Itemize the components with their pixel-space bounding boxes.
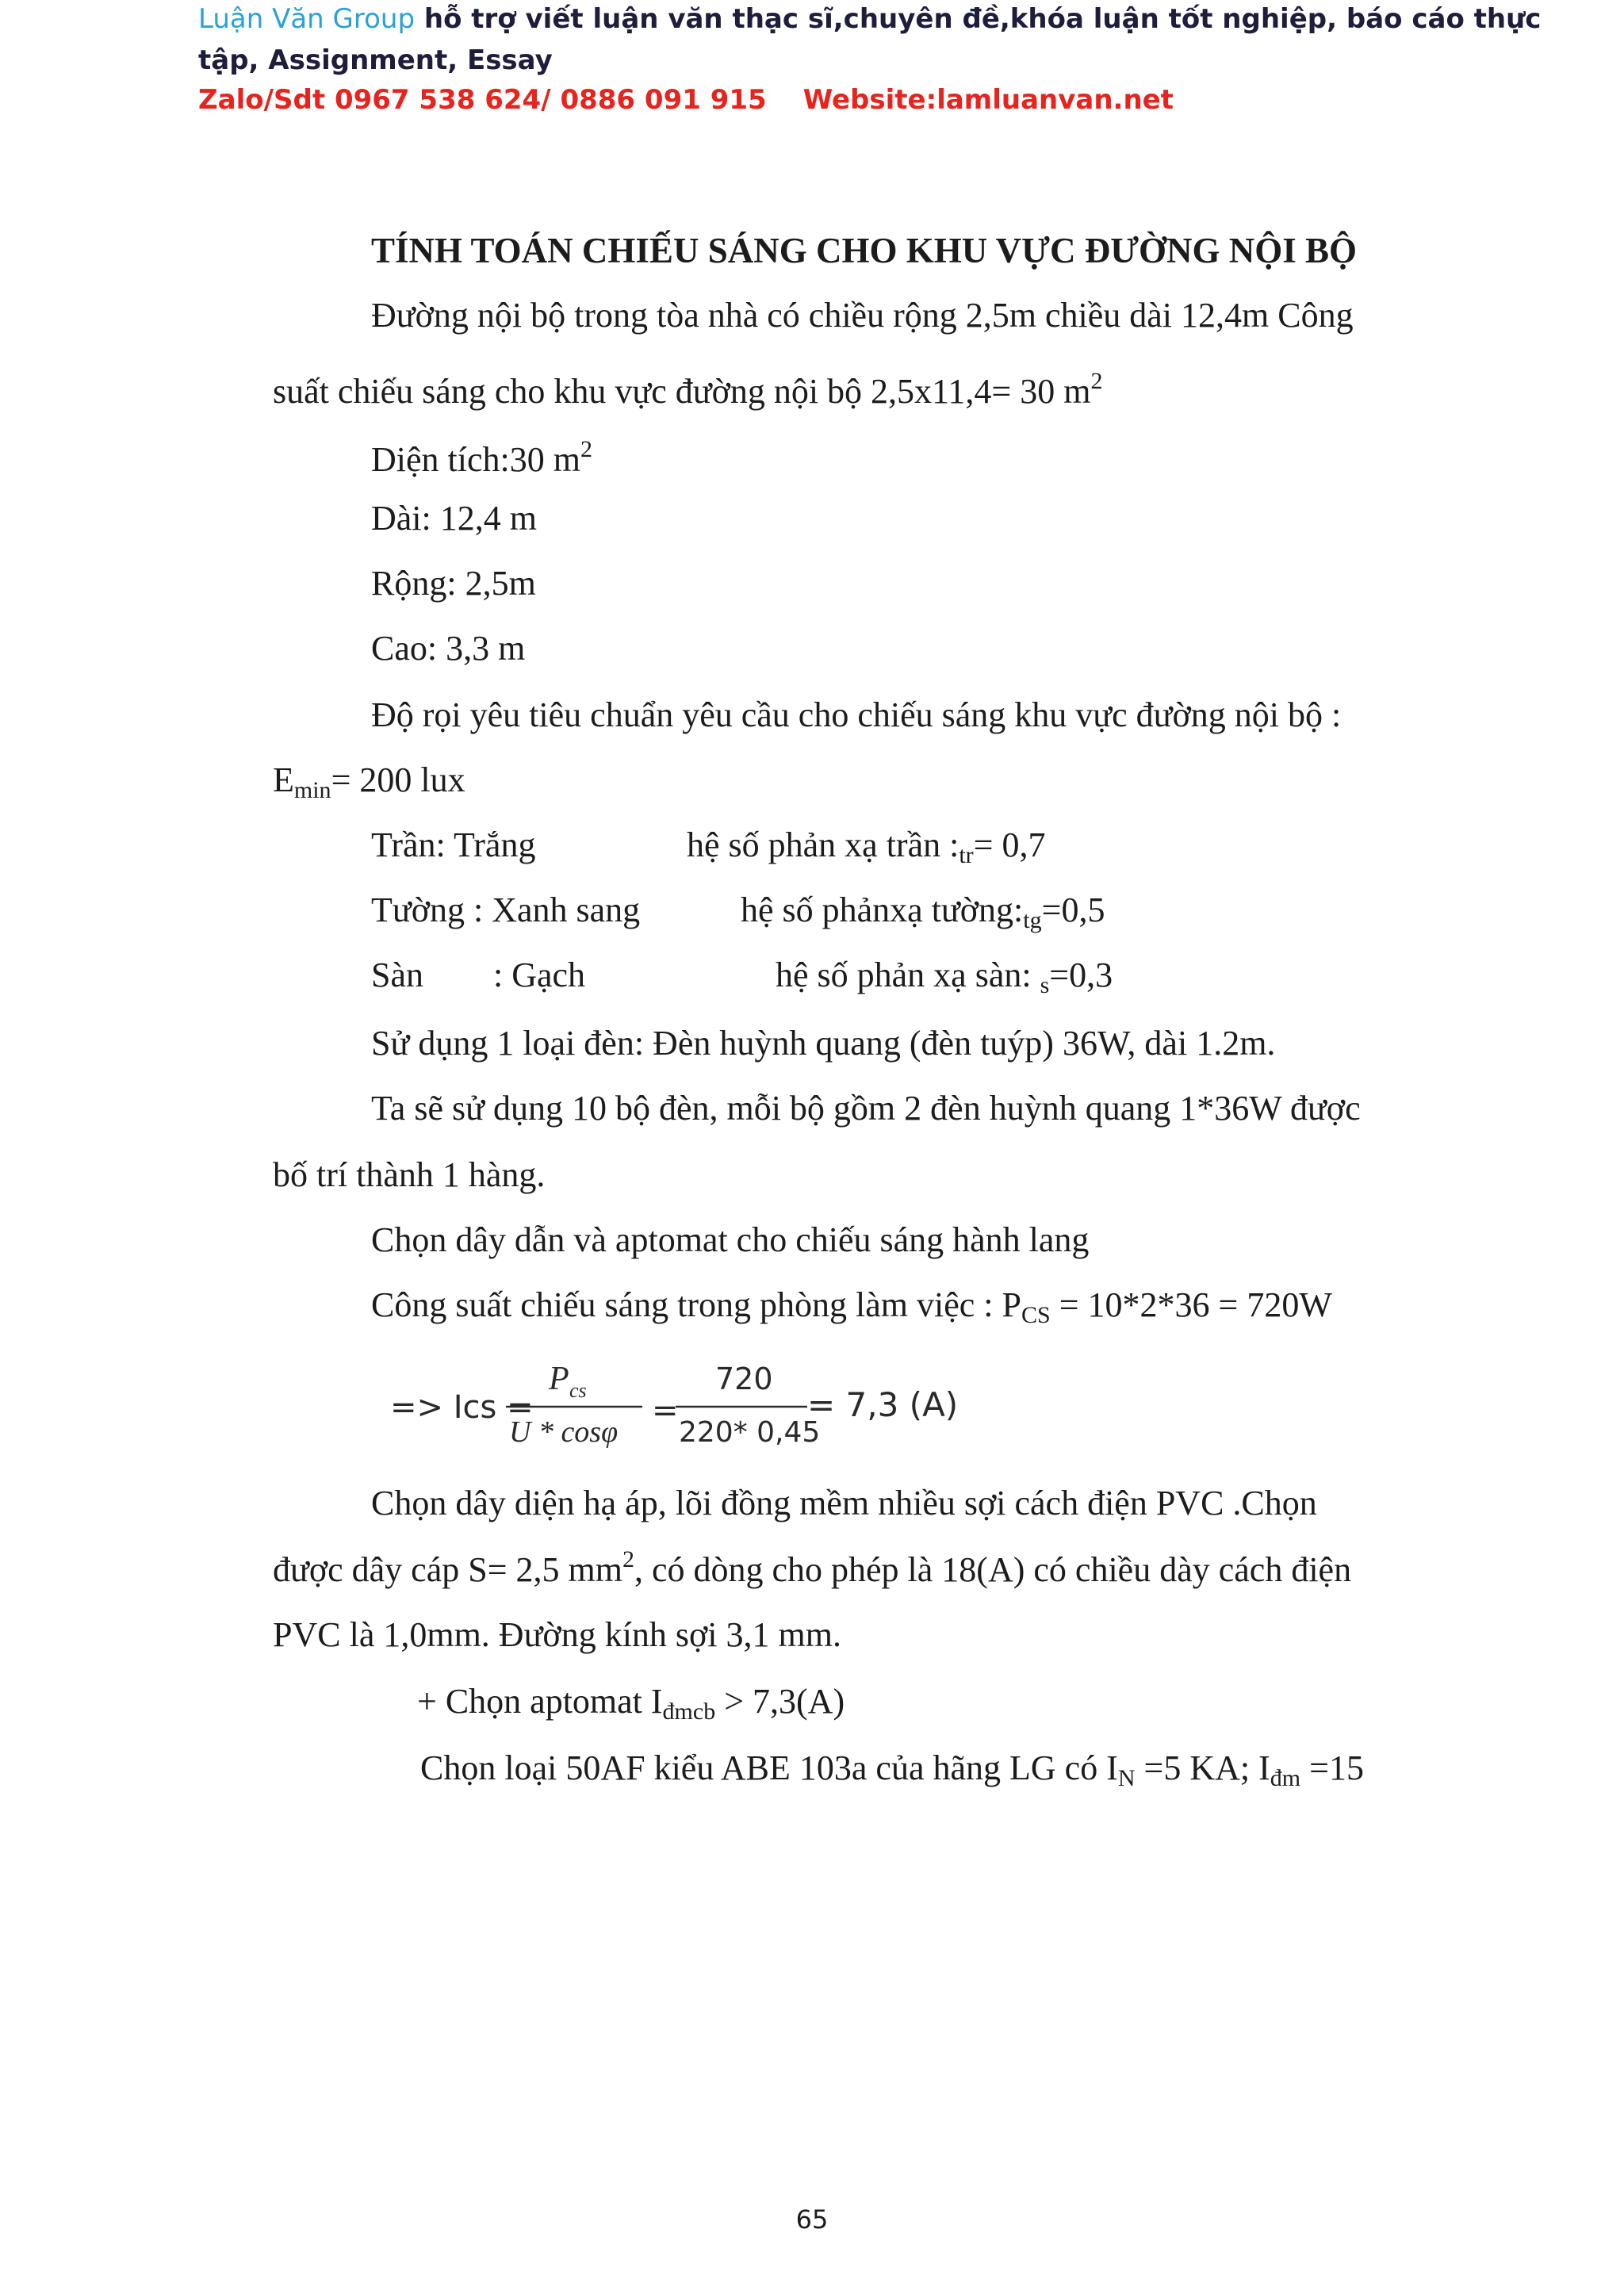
lamp-type: Sử dụng 1 loại đèn: Đèn huỳnh quang (đèn tuýp) 36W, dài 1.2m. bbox=[371, 1024, 1276, 1063]
subscript: tr bbox=[959, 842, 974, 868]
contact-phone: Zalo/Sdt 0967 538 624/ 0886 091 915 bbox=[198, 84, 767, 116]
subscript: đmcb bbox=[662, 1698, 716, 1725]
wall-value: =0,5 bbox=[1041, 890, 1105, 929]
formula-equals: = bbox=[652, 1392, 679, 1429]
superscript: 2 bbox=[580, 436, 592, 462]
formula-num-2: 720 bbox=[715, 1361, 773, 1396]
wall-coef: hệ số phảnxạ tường: bbox=[741, 890, 1024, 929]
power-text: Công suất chiếu sáng trong phòng làm việc : P bbox=[371, 1285, 1021, 1324]
subscript: CS bbox=[1021, 1302, 1051, 1328]
floor-coef: hệ số phản xạ sàn: bbox=[776, 956, 1040, 994]
lux-requirement: Độ rọi yêu tiêu chuẩn yêu cầu cho chiếu sáng khu vực đường nội bộ : bbox=[371, 695, 1342, 734]
emin-value: = 200 lux bbox=[331, 760, 465, 799]
floor-value: =0,3 bbox=[1049, 956, 1113, 994]
breaker-model-text: Chọn loại 50AF kiểu ABE 103a của hãng LG có I bbox=[420, 1748, 1118, 1787]
brand-name: Luận Văn Group bbox=[198, 3, 416, 35]
breaker-value: > 7,3(A) bbox=[715, 1682, 845, 1721]
wall-label: Tường : Xanh sang bbox=[371, 890, 641, 929]
paragraph-intro: Đường nội bộ trong tòa nhà có chiều rộng 2,5m chiều dài 12,4m Công bbox=[371, 296, 1354, 335]
formula-result: = 7,3 (A) bbox=[807, 1385, 959, 1424]
subscript: tg bbox=[1023, 907, 1042, 933]
formula-num-p: P bbox=[549, 1361, 569, 1397]
ceiling-coef: hệ số phản xạ trần : bbox=[687, 825, 959, 864]
current-formula bbox=[373, 1348, 975, 1475]
breaker-model-value: =15 bbox=[1300, 1748, 1364, 1787]
header-contact-line bbox=[198, 84, 1174, 116]
intro-text: suất chiếu sáng cho khu vực đường nội bộ 2,5x11,4= 30 m bbox=[273, 372, 1091, 411]
floor-material: : Gạch bbox=[493, 956, 586, 994]
height-line: Cao: 3,3 m bbox=[371, 629, 526, 668]
cable-line-1: Chọn dây diện hạ áp, lõi đồng mềm nhiều sợi cách điện PVC .Chọn bbox=[371, 1484, 1317, 1522]
breaker-line bbox=[417, 1681, 845, 1725]
power-line bbox=[371, 1285, 1332, 1328]
wall-coef-line bbox=[741, 890, 1105, 933]
cable-line-3: PVC là 1,0mm. Đường kính sợi 3,1 mm. bbox=[273, 1615, 841, 1654]
cable-line-2 bbox=[273, 1546, 1352, 1590]
lamp-count-cont: bố trí thành 1 hàng. bbox=[273, 1155, 546, 1194]
page-number: 65 bbox=[795, 2204, 829, 2235]
emin-line bbox=[273, 760, 465, 803]
ceiling-value: = 0,7 bbox=[973, 825, 1046, 864]
breaker-text: + Chọn aptomat I bbox=[417, 1682, 663, 1721]
cable-text-cont: , có dòng cho phép là 18(A) có chiều dày cách điện bbox=[634, 1550, 1352, 1589]
width-line: Rộng: 2,5m bbox=[371, 564, 536, 603]
area-line bbox=[371, 436, 592, 480]
length-line: Dài: 12,4 m bbox=[371, 499, 537, 538]
superscript: 2 bbox=[1090, 368, 1103, 394]
paragraph-intro-cont bbox=[273, 368, 1103, 412]
header-tagline: hỗ trợ viết luận văn thạc sĩ,chuyên đề,khóa luận tốt nghiệp, báo cáo thực bbox=[423, 3, 1542, 35]
floor-label: Sàn bbox=[371, 956, 423, 994]
power-value: = 10*2*36 = 720W bbox=[1050, 1285, 1332, 1324]
header-tagline-cont: tập, Assignment, Essay bbox=[198, 44, 553, 76]
area-text: Diện tích:30 m bbox=[371, 440, 580, 479]
subscript: đm bbox=[1270, 1765, 1301, 1791]
formula-lhs: => Ics = bbox=[390, 1389, 534, 1426]
emin-symbol: E bbox=[273, 760, 294, 799]
subscript: s bbox=[1040, 972, 1050, 998]
breaker-model-line bbox=[420, 1748, 1364, 1791]
subscript: min bbox=[293, 777, 331, 803]
wire-choice: Chọn dây dẫn và aptomat cho chiếu sáng hành lang bbox=[371, 1220, 1090, 1259]
formula-num-sub: cs bbox=[569, 1379, 587, 1402]
cable-text: được dây cáp S= 2,5 mm bbox=[273, 1550, 622, 1589]
section-title: TÍNH TOÁN CHIẾU SÁNG CHO KHU VỰC ĐƯỜNG NỘI BỘ bbox=[371, 231, 1358, 270]
floor-coef-line bbox=[776, 955, 1113, 998]
lamp-count: Ta sẽ sử dụng 10 bộ đèn, mỗi bộ gồm 2 đèn huỳnh quang 1*36W được bbox=[371, 1089, 1361, 1128]
formula-den-1: U * cosφ bbox=[509, 1415, 619, 1449]
formula-den-2: 220* 0,45 bbox=[679, 1416, 821, 1449]
ceiling-coef-line bbox=[687, 825, 1046, 868]
superscript: 2 bbox=[622, 1546, 634, 1572]
ceiling-label: Trần: Trắng bbox=[371, 825, 536, 864]
breaker-model-text-2: =5 KA; I bbox=[1135, 1748, 1270, 1787]
subscript: N bbox=[1117, 1765, 1136, 1791]
header-line-1 bbox=[198, 3, 1541, 35]
website-link[interactable]: Website:lamluanvan.net bbox=[802, 84, 1174, 116]
